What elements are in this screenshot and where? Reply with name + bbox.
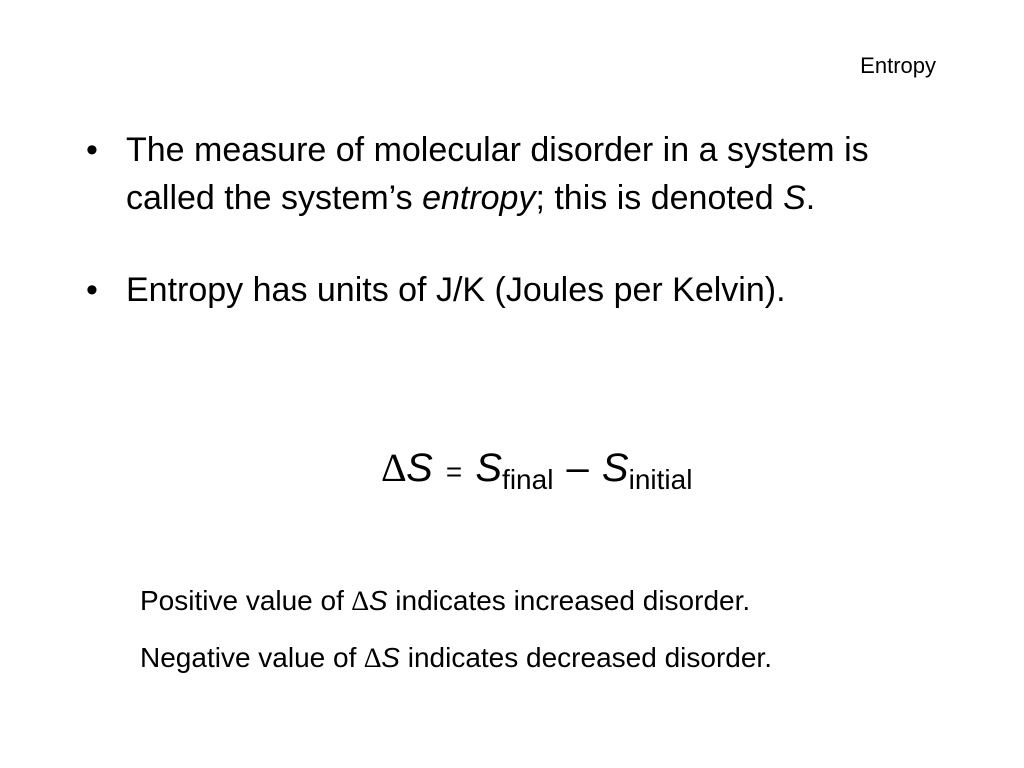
bullet-list [86, 126, 936, 314]
delta-symbol: ∆ [381, 445, 407, 490]
entropy-symbol: S [783, 179, 806, 217]
entropy-change-equation [0, 440, 1024, 508]
bullet-text-middle: ; this is denoted [535, 179, 784, 217]
note-positive [140, 578, 772, 625]
minus-sign: – [566, 446, 589, 490]
sign-notes [140, 578, 772, 682]
note-text-start: Positive value of [140, 585, 352, 616]
note-text-end: indicates increased disorder. [387, 585, 751, 616]
bullet-text [126, 126, 936, 222]
equation-s: S [406, 446, 433, 490]
equation-s-initial: S [601, 446, 629, 490]
bullet-item-entropy-units [86, 266, 936, 314]
note-symbol: S [381, 642, 400, 673]
emphasized-term: entropy [422, 179, 536, 217]
bullet-text-end: . [805, 179, 816, 217]
delta-symbol: ∆ [364, 643, 382, 674]
subscript-final: final [502, 464, 554, 495]
equals-sign: = [445, 456, 463, 487]
bullet-item-entropy-definition [86, 126, 936, 222]
subscript-initial: initial [628, 464, 693, 495]
note-negative [140, 635, 772, 682]
bullet-marker: • [86, 271, 98, 309]
slide-title: Entropy [860, 53, 936, 78]
bullet-text: Entropy has units of J/K (Joules per Kelvin). [126, 271, 786, 309]
bullet-marker: • [86, 131, 98, 169]
delta-symbol: ∆ [351, 586, 369, 617]
equation-s-final: S [475, 446, 503, 490]
note-text-start: Negative value of [140, 642, 365, 673]
note-symbol: S [368, 585, 388, 616]
note-text-end: indicates decreased disorder. [399, 642, 772, 673]
bullet-text-start: The measure of molecular disorder in a system is called the system’s [126, 131, 869, 217]
